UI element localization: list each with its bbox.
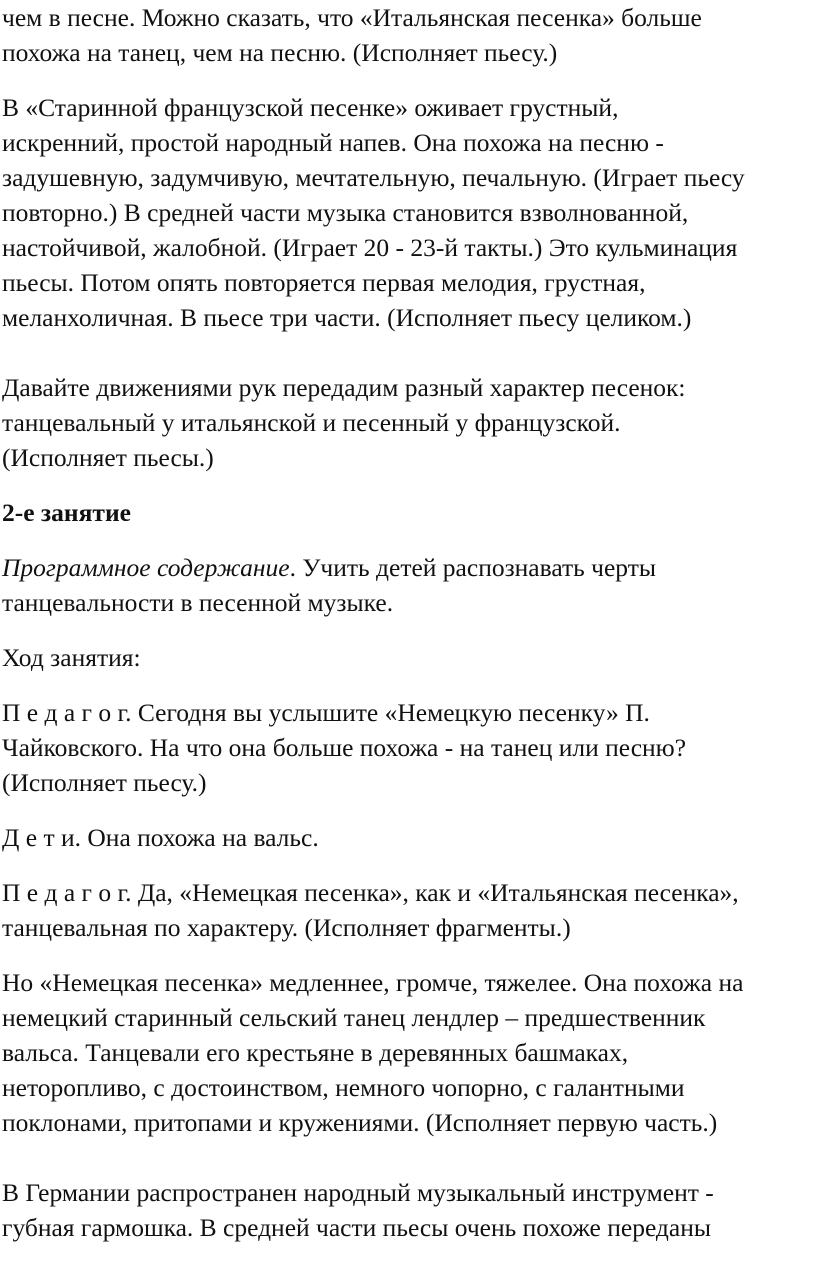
text-line: чем в песне. Можно сказать, что «Итальянская песенка» больше <box>2 3 702 32</box>
text-line: (Исполняет пьесу.) <box>2 768 207 797</box>
paragraph-hand-movements <box>2 370 814 475</box>
text-line: танцевальная по характеру. (Исполняет фрагменты.) <box>2 913 571 942</box>
text-line: пьесы. Потом опять повторяется первая мелодия, грустная, <box>2 268 646 297</box>
text-line: П е д а г о г. Да, «Немецкая песенка», как и «Итальянская песенка», <box>2 878 739 907</box>
lesson-heading: 2-е занятие <box>2 498 131 527</box>
text-line: Давайте движениями рук передадим разный характер песенок: <box>2 373 686 402</box>
text-line: губная гармошка. В средней части пьесы очень похоже переданы <box>2 1213 712 1242</box>
paragraph-program-content <box>2 550 814 620</box>
text-line: В Германии распространен народный музыкальный инструмент - <box>2 1178 714 1207</box>
text-line: поклонами, притопами и кружениями. (Исполняет первую часть.) <box>2 1108 718 1137</box>
paragraph-teacher-dance-character <box>2 875 814 945</box>
paragraph-teacher-german-song <box>2 695 814 800</box>
text-line: танцевальности в песенной музыке. <box>2 588 394 617</box>
paragraph-french-song <box>2 90 814 335</box>
paragraph-children-answer <box>2 820 814 855</box>
paragraph-lesson-course <box>2 640 814 675</box>
text-line <box>2 550 814 585</box>
paragraph-landler <box>2 965 814 1140</box>
text-line: задушевную, задумчивую, мечтательную, печальную. (Играет пьесу <box>2 163 745 192</box>
text-line: В «Старинной французской песенке» оживает грустный, <box>2 93 619 122</box>
text-line: настойчивой, жалобной. (Играет 20 - 23-й такты.) Это кульминация <box>2 233 738 262</box>
paragraph-italian-song-end <box>2 0 814 70</box>
text-line: П е д а г о г. Сегодня вы услышите «Немецкую песенку» П. <box>2 698 650 727</box>
text-line: искренний, простой народный напев. Она похожа на песню - <box>2 128 664 157</box>
program-content-text: . Учить детей распознавать черты <box>289 553 656 582</box>
program-content-label: Программное содержание <box>2 553 290 582</box>
text-line: Чайковского. На что она больше похожа - на танец или песню? <box>2 733 687 762</box>
text-line: Д е т и. Она похожа на вальс. <box>2 823 319 852</box>
text-line: Ход занятия: <box>2 643 141 672</box>
section-heading <box>2 495 814 530</box>
text-line: Но «Немецкая песенка» медленнее, громче, тяжелее. Она похожа на <box>2 968 744 997</box>
text-line: повторно.) В средней части музыка становится взволнованной, <box>2 198 689 227</box>
text-line: немецкий старинный сельский танец лендлер – предшественник <box>2 1003 706 1032</box>
text-line: неторопливо, с достоинством, немного чопорно, с галантными <box>2 1073 685 1102</box>
text-line: похожа на танец, чем на песню. (Исполняет пьесу.) <box>2 38 558 67</box>
text-line: (Исполняет пьесы.) <box>2 443 214 472</box>
paragraph-harmonica <box>2 1175 814 1245</box>
text-line: меланхоличная. В пьесе три части. (Исполняет пьесу целиком.) <box>2 303 692 332</box>
text-line: танцевальный у итальянской и песенный у французской. <box>2 408 621 437</box>
text-line: вальса. Танцевали его крестьяне в деревянных башмаках, <box>2 1038 629 1067</box>
